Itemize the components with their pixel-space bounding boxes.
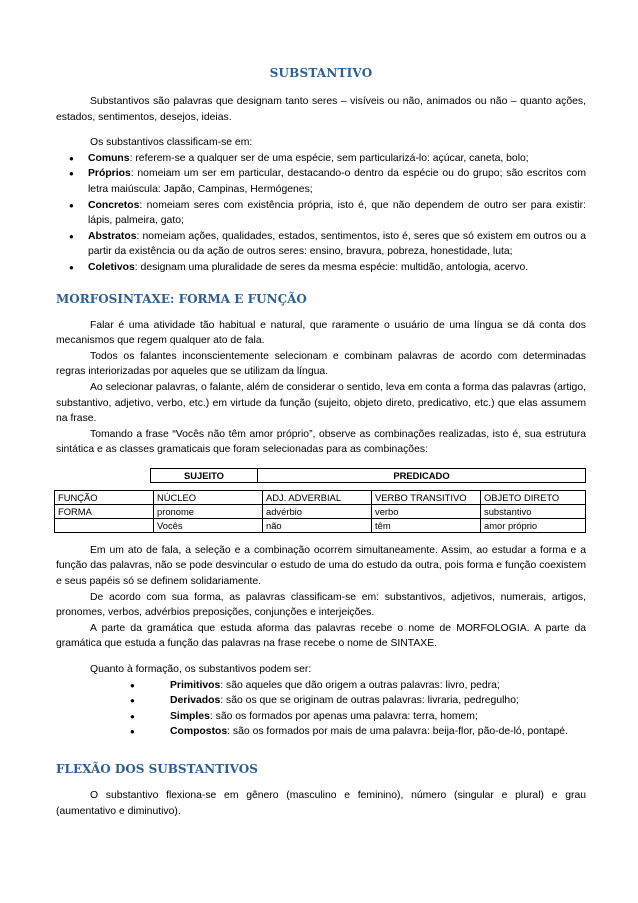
section-heading-morfosintaxe: MORFOSINTAXE: FORMA E FUNÇÃO: [56, 291, 307, 306]
paragraph: Em um ato de fala, a seleção e a combinação ocorrem simultaneamente. Assim, ao estudar a forma e a função das palavras, não se pode desvincular o estudo de uma do estudo da outra, pois forma e função coexistem e seus papéis só se definem solidariamente.: [56, 544, 586, 588]
table-cell: VERBO TRANSITIVO: [372, 490, 481, 504]
table-cell: pronome: [154, 504, 263, 518]
table-row: [55, 490, 586, 504]
formation-list: [56, 678, 586, 740]
table-header-sujeito: SUJEITO: [151, 468, 258, 482]
list-item: ● Abstratos: nomeiam ações, qualidades, estados, sentimentos, isto é, seres que só existem em outros ou a partir da existência ou da ação de outros seres: ensino, bravura, pobreza, honestidade, luta;: [56, 229, 586, 260]
table-row: [55, 504, 586, 518]
table-cell: amor próprio: [481, 518, 586, 532]
table-cell: advérbio: [263, 504, 372, 518]
paragraph: Tomando a frase “Vocês não têm amor próprio”, observe as combinações realizadas, isto é, sua estrutura sintática e as classes gramaticais que foram selecionadas para as combinações:: [56, 428, 586, 456]
list-item: ● Coletivos: designam uma pluralidade de seres da mesma espécie: multidão, antologia, acervo.: [56, 260, 586, 276]
paragraph: A parte da gramática que estuda aforma das palavras recebe o nome de MORFOLOGIA. A parte da gramática que estuda a função das palavras na frase recebe o nome de SINTAXE.: [56, 622, 586, 650]
paragraph: De acordo com sua forma, as palavras classificam-se em: substantivos, adjetivos, numerais, artigos, pronomes, verbos, advérbios preposições, conjunções e interjeições.: [56, 591, 586, 619]
table-cell: verbo: [372, 504, 481, 518]
list-item: ● Derivados: são os que se originam de outras palavras: livraria, pedregulho;: [56, 693, 586, 709]
section-heading-flexao: FLEXÃO DOS SUBSTANTIVOS: [56, 762, 258, 776]
table-cell: FORMA: [55, 504, 154, 518]
list-item: ● Compostos: são os formados por mais de uma palavra: beija-flor, pão-de-ló, pontapé.: [56, 724, 586, 740]
table-cell: NÚCLEO: [154, 490, 263, 504]
document-page: [56, 60, 586, 819]
table-cell: Vocês: [154, 518, 263, 532]
list-item: ● Simples: são os formados por apenas uma palavra: terra, homem;: [56, 709, 586, 725]
table-cell: não: [263, 518, 372, 532]
subject-predicate-header-table: [150, 468, 586, 483]
paragraph: O substantivo flexiona-se em gênero (masculino e feminino), número (singular e plural) e grau (aumentativo e diminutivo).: [56, 790, 586, 817]
formation-intro: Quanto à formação, os substantivos podem ser:: [90, 664, 312, 676]
function-form-table: [54, 490, 586, 533]
table-cell: ADJ. ADVERBIAL: [263, 490, 372, 504]
classification-intro: Os substantivos classificam-se em:: [90, 137, 253, 149]
table-cell: substantivo: [481, 504, 586, 518]
list-item: ● Próprios: nomeiam um ser em particular, destacando-o dentro da espécie ou do grupo; são escritos com letra maiúscula: Japão, Campinas, Hermógenes;: [56, 166, 586, 197]
list-item: ● Comuns: referem-se a qualquer ser de uma espécie, sem particularizá-lo: açúcar, caneta, bolo;: [56, 151, 586, 167]
paragraph: Falar é uma atividade tão habitual e natural, que raramente o usuário de uma língua se dá conta dos mecanismos que regem qualquer ato de fala.: [56, 319, 586, 347]
table-cell: FUNÇÃO: [55, 490, 154, 504]
table-cell: OBJETO DIRETO: [481, 490, 586, 504]
list-item: ● Concretos: nomeiam seres com existência própria, isto é, que não dependem de outro ser para existir: lápis, palmeira, gato;: [56, 198, 586, 229]
table-cell: têm: [372, 518, 481, 532]
list-item: ● Primitivos: são aqueles que dão origem a outras palavras: livro, pedra;: [56, 678, 586, 694]
table-row: [55, 518, 586, 532]
paragraph: Todos os falantes inconscientemente selecionam e combinam palavras de acordo com determinadas regras interiorizadas por aqueles que se utilizam da língua.: [56, 350, 586, 378]
table-header-predicado: PREDICADO: [258, 468, 586, 482]
table-cell: [55, 518, 154, 532]
paragraph: Ao selecionar palavras, o falante, além de considerar o sentido, leva em conta a forma das palavras (artigo, substantivo, adjetivo, verbo, etc.) em virtude da função (sujeito, objeto direto, predicativo, etc.) que elas assumem na frase.: [56, 381, 586, 425]
classification-list: [56, 151, 586, 276]
page-title: SUBSTANTIVO: [269, 66, 373, 80]
intro-paragraph: Substantivos são palavras que designam tanto seres – visíveis ou não, animados ou não – quanto ações, estados, sentimentos, desejos, ideias.: [56, 96, 586, 123]
